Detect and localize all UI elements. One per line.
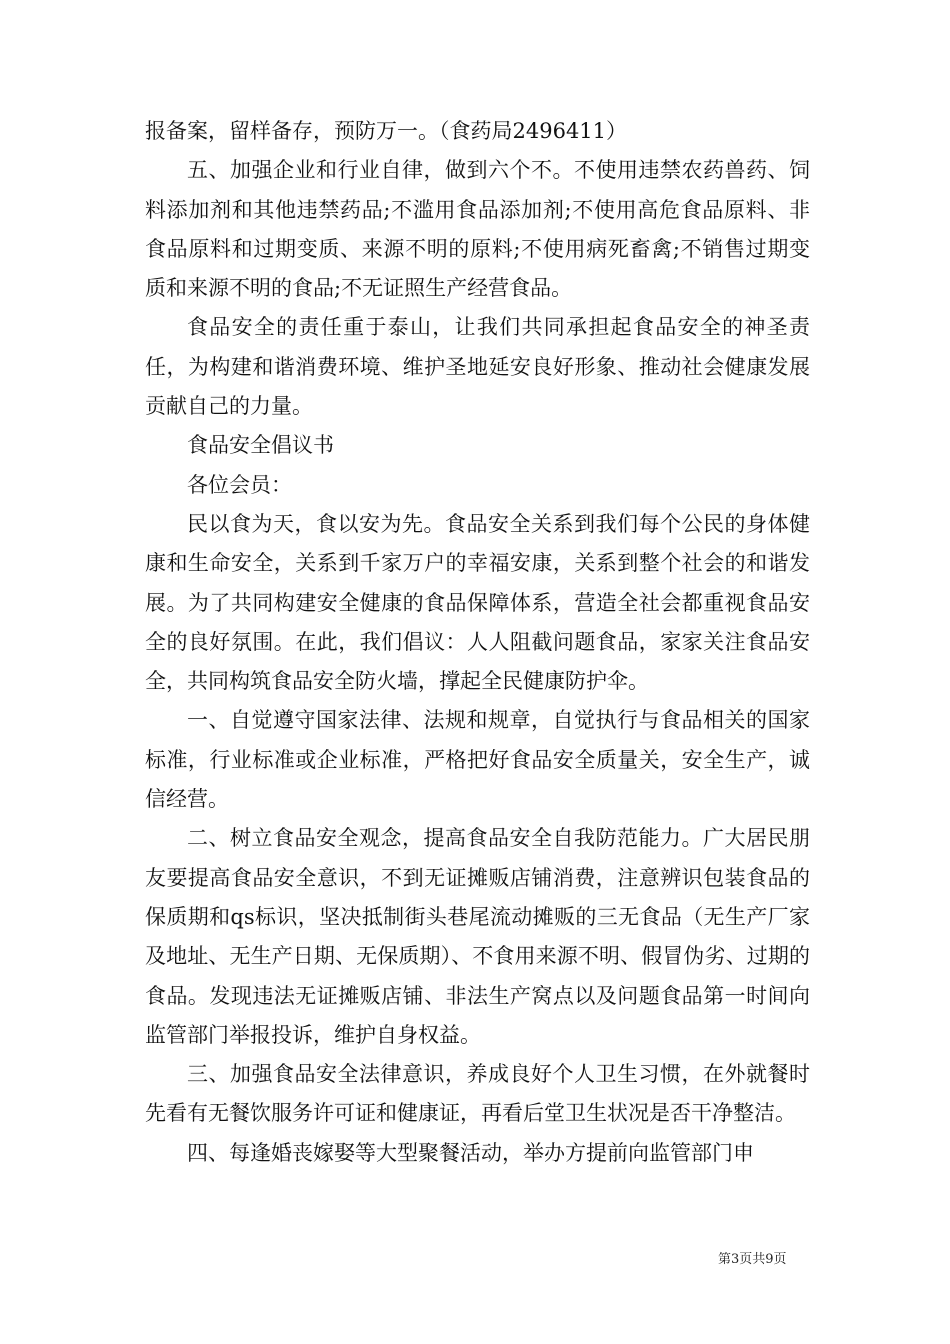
paragraph-item-three: 三、加强食品安全法律意识，养成良好个人卫生习惯，在外就餐时先看有无餐饮服务许可证和健康证，再看后堂卫生状况是否干净整洁。 <box>145 1062 810 1126</box>
salutation: 各位会员： <box>187 472 292 497</box>
paragraph-item-two: 二、树立食品安全观念，提高食品安全自我防范能力。广大居民朋友要提高食品安全意识，不到无证摊贩店铺消费，注意辨识包装食品的保质期和qs标识，坚决抵制街头巷尾流动摊贩的三无食品（无生产厂家及地址、无生产日期、无保质期）、不食用来源不明、假冒伪劣、过期的食品。发现违法无证摊贩店铺、非法生产窝点以及问题食品第一时间向监管部门举报投诉，维护自身权益。 <box>145 826 810 1047</box>
paragraph-item-five-self-discipline: 五、加强企业和行业自律，做到六个不。不使用违禁农药兽药、饲料添加剂和其他违禁药品;不滥用食品添加剂;不使用高危食品原料、非食品原料和过期变质、来源不明的原料;不使用病死畜禽;不销售过期变质和来源不明的食品;不无证照生产经营食品。 <box>145 158 810 301</box>
paragraph-item-one: 一、自觉遵守国家法律、法规和规章，自觉执行与食品相关的国家标准，行业标准或企业标准，严格把好食品安全质量关，安全生产，诚信经营。 <box>145 708 810 812</box>
document-body <box>145 112 810 1173</box>
document-title: 食品安全倡议书 <box>187 433 334 458</box>
paragraph-introduction: 民以食为天，食以安为先。食品安全关系到我们每个公民的身体健康和生命安全，关系到千家万户的幸福安康，关系到整个社会的和谐发展。为了共同构建安全健康的食品保障体系，营造全社会都重视食品安全的良好氛围。在此，我们倡议：人人阻截问题食品，家家关注食品安全，共同构筑食品安全防火墙，撑起全民健康防护伞。 <box>145 511 810 694</box>
paragraph-responsibility: 食品安全的责任重于泰山，让我们共同承担起食品安全的神圣责任，为构建和谐消费环境、维护圣地延安良好形象、推动社会健康发展贡献自己的力量。 <box>145 315 810 419</box>
paragraph-item-four: 四、每逢婚丧嫁娶等大型聚餐活动，举办方提前向监管部门申 <box>187 1140 754 1165</box>
page-number-footer: 第3页共9页 <box>718 1252 787 1267</box>
paragraph-filing-continuation: 报备案，留样备存，预防万一。（食药局2496411） <box>145 119 628 143</box>
